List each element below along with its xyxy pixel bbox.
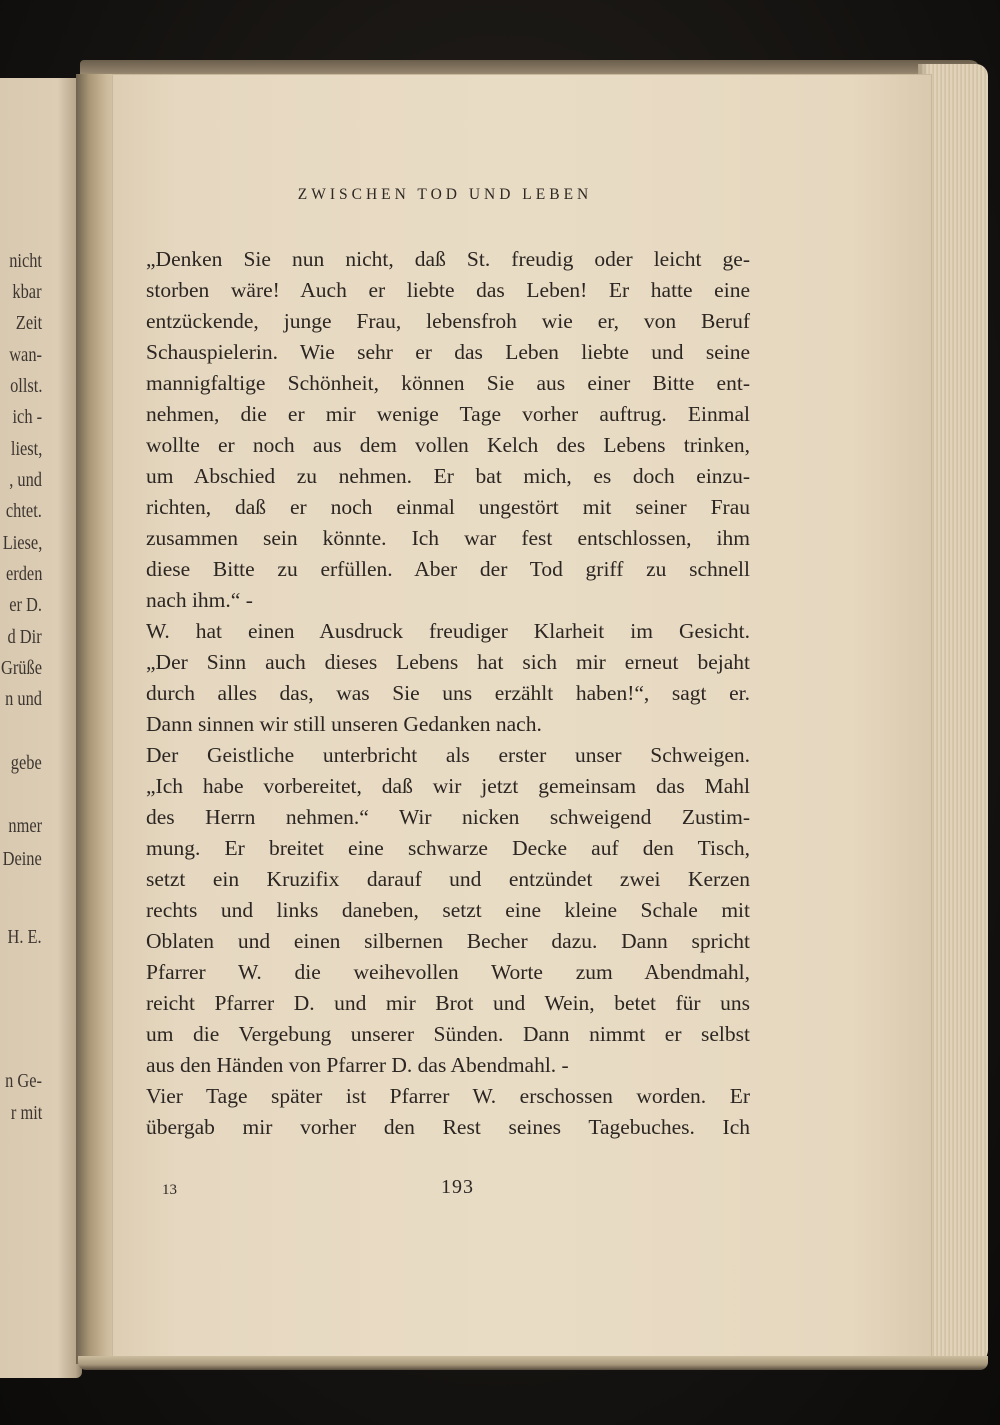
running-head: ZWISCHEN TOD UND LEBEN [297, 186, 593, 203]
left-page-fragment: Zeit [15, 312, 42, 334]
text-line: übergab mir vorher den Rest seines Tagebuches. Ich [146, 1115, 750, 1139]
left-page-fragment: kbar [12, 281, 42, 303]
text-line: mung. Er breitet eine schwarze Decke auf den Tisch, [146, 836, 750, 860]
text-line: rechts und links daneben, setzt eine kleine Schale mit [146, 898, 750, 922]
text-line: Pfarrer W. die weihevollen Worte zum Abendmahl, [146, 960, 750, 984]
left-page-fragment: Deine [2, 848, 42, 870]
left-page-fragment: H. E. [7, 926, 42, 948]
left-page-fragment: n und [5, 688, 42, 710]
left-facing-page [0, 78, 82, 1378]
left-page-fragment: r mit [10, 1102, 42, 1124]
left-page-fragment: ich - [12, 406, 42, 428]
left-page-fragment: gebe [11, 752, 42, 774]
text-line: storben wäre! Auch er liebte das Leben! Er hatte eine [146, 278, 750, 302]
book-bottom-edge [78, 1356, 988, 1370]
left-page-fragment: d Dir [7, 626, 42, 648]
text-line: „Ich habe vorbereitet, daß wir jetzt gemeinsam das Mahl [146, 774, 750, 798]
text-line: richten, daß er noch einmal ungestört mit seiner Frau [146, 495, 750, 519]
text-line: wollte er noch aus dem vollen Kelch des Lebens trinken, [146, 433, 750, 457]
text-line: „Denken Sie nun nicht, daß St. freudig oder leicht ge- [146, 247, 750, 271]
text-line: Der Geistliche unterbricht als erster unser Schweigen. [146, 743, 750, 767]
text-line: mannigfaltige Schönheit, können Sie aus einer Bitte ent- [146, 371, 750, 395]
text-line: nach ihm.“ - [146, 588, 253, 612]
text-line: um Abschied zu nehmen. Er bat mich, es doch einzu- [146, 464, 750, 488]
text-line: Schauspielerin. Wie sehr er das Leben liebte und seine [146, 340, 750, 364]
left-page-fragment: nmer [8, 815, 42, 837]
text-line: des Herrn nehmen.“ Wir nicken schweigend Zustim- [146, 805, 750, 829]
text-line: reicht Pfarrer D. und mir Brot und Wein, betet für uns [146, 991, 750, 1015]
signature-mark: 13 [162, 1182, 177, 1198]
left-page-fragment: , und [9, 469, 42, 491]
left-page-fragment: chtet. [6, 500, 42, 522]
left-page-fragment: n Ge- [5, 1070, 42, 1092]
left-page-fragment: er D. [9, 594, 42, 616]
page-number: 193 [441, 1176, 474, 1198]
text-line: „Der Sinn auch dieses Lebens hat sich mir erneut bejaht [146, 650, 750, 674]
text-line: nehmen, die er mir wenige Tage vorher auftrug. Einmal [146, 402, 750, 426]
left-page-fragment: Liese, [2, 532, 42, 554]
text-line: entzückende, junge Frau, lebensfroh wie er, von Beruf [146, 309, 750, 333]
left-page-fragment: erden [5, 563, 42, 585]
text-line: aus den Händen von Pfarrer D. das Abendmahl. - [146, 1053, 569, 1077]
text-line: Vier Tage später ist Pfarrer W. erschossen worden. Er [146, 1084, 750, 1108]
text-line: durch alles das, was Sie uns erzählt haben!“, sagt er. [146, 681, 750, 705]
text-line: Oblaten und einen silbernen Becher dazu. Dann spricht [146, 929, 750, 953]
text-line: zusammen sein könnte. Ich war fest entschlossen, ihm [146, 526, 750, 550]
left-page-fragment: liest, [10, 438, 42, 460]
body-text [146, 244, 750, 1143]
text-line: Dann sinnen wir still unseren Gedanken nach. [146, 712, 542, 736]
text-line: um die Vergebung unserer Sünden. Dann nimmt er selbst [146, 1022, 750, 1046]
text-line: W. hat einen Ausdruck freudiger Klarheit im Gesicht. [146, 619, 750, 643]
left-page-fragment: Grüße [1, 657, 42, 679]
left-page-fragment: nicht [9, 250, 42, 272]
text-line: setzt ein Kruzifix darauf und entzündet zwei Kerzen [146, 867, 750, 891]
left-page-fragment: ollst. [9, 375, 42, 397]
text-line: diese Bitte zu erfüllen. Aber der Tod griff zu schnell [146, 557, 750, 581]
left-page-fragment: wan- [9, 344, 42, 366]
